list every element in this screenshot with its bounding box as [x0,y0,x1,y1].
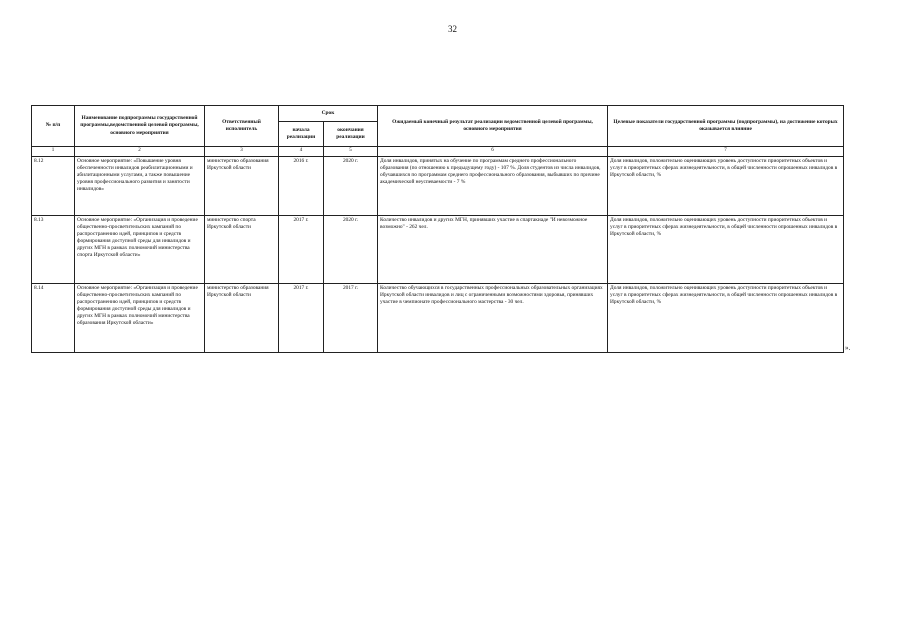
header-name: Наименование подпрограммы государственной программы,ведомственной целевой программы, основного мероприятия [75,106,205,147]
column-number: 3 [205,147,279,157]
column-number: 2 [75,147,205,157]
header-responsible: Ответственный исполнитель [205,106,279,147]
table-row [32,215,844,283]
program-table [31,105,844,353]
row-name: Основное мероприятие: «Повышение уровня обеспеченности инвалидов реабилитационными и абилитационными услугами, а также повышение уровня профессионального развития и занятости инвалидов» [75,156,205,215]
row-result: Доля инвалидов, принятых на обучение по программам среднего профессионального образования (по отношению к предыдущему году) - 107 %. Доля студентов из числа инвалидов, обучавшихся по программам среднего профессионального образования, выбывших по причине академической неуспеваемости - 7 % [378,156,608,215]
header-indicators: Целевые показатели государственной программы (подпрограммы), на достижение которых оказывается влияние [608,106,844,147]
column-number: 5 [324,147,378,157]
row-start: 2017 г. [279,283,324,352]
column-number: 1 [32,147,75,157]
header-result: Ожидаемый конечный результат реализации ведомственной целевой программы, основного мероприятия [378,106,608,147]
row-result: Количество инвалидов и других МГН, принявших участие в спартакиаде "И невозможное возможно" - 262 чел. [378,215,608,283]
row-name: Основное мероприятие: «Организация и проведение общественно-просветительских кампаний по распространению идей, принципов и средств формирования доступной среды для инвалидов и других МГН в рамках полномочий министерства спорта Иркутской области» [75,215,205,283]
row-responsible: министерство образования Иркутской области [205,283,279,352]
table-row [32,156,844,215]
row-indicators: Доля инвалидов, положительно оценивающих уровень доступности приоритетных объектов и услуг в приоритетных сферах жизнедеятельности, в общей численности опрошенных инвалидов в Иркутской области, % [608,156,844,215]
table-row [32,283,844,352]
header-num: № п/п [32,106,75,147]
header-start: начала реализации [279,122,324,147]
column-number: 6 [378,147,608,157]
row-num: 8.13 [32,215,75,283]
row-name: Основное мероприятие: «Организация и проведение общественно-просветительских кампаний по распространению идей, принципов и средств формирования доступной среды для инвалидов и других МГН в рамках полномочий министерства образования Иркутской области» [75,283,205,352]
row-num: 8.14 [32,283,75,352]
row-end: 2017 г. [324,283,378,352]
row-start: 2016 г. [279,156,324,215]
column-number: 4 [279,147,324,157]
header-term: Срок [279,106,378,122]
row-num: 8.12 [32,156,75,215]
column-number-row [32,147,844,157]
row-end: 2020 г. [324,215,378,283]
column-number: 7 [608,147,844,157]
row-indicators: Доля инвалидов, положительно оценивающих уровень доступности приоритетных объектов и услуг в приоритетных сферах жизнедеятельности, в общей численности опрошенных инвалидов в Иркутской области, % [608,215,844,283]
header-row [32,106,844,122]
row-indicators: Доля инвалидов, положительно оценивающих уровень доступности приоритетных объектов и услуг в приоритетных сферах жизнедеятельности, в общей численности опрошенных инвалидов в Иркутской области, % [608,283,844,352]
row-responsible: министерство спорта Иркутской области [205,215,279,283]
row-start: 2017 г. [279,215,324,283]
closing-quote-mark: ». [845,344,851,352]
row-result: Количество обучающихся в государственных профессиональных образовательных организациях Иркутской области инвалидов и лиц с ограниченными возможностями здоровья, принявших участие в чемпионате профессионального мастерства - 30 чел. [378,283,608,352]
row-responsible: министерство образования Иркутской области [205,156,279,215]
page-number: 32 [448,24,457,34]
header-end: окончания реализации [324,122,378,147]
row-end: 2020 г. [324,156,378,215]
